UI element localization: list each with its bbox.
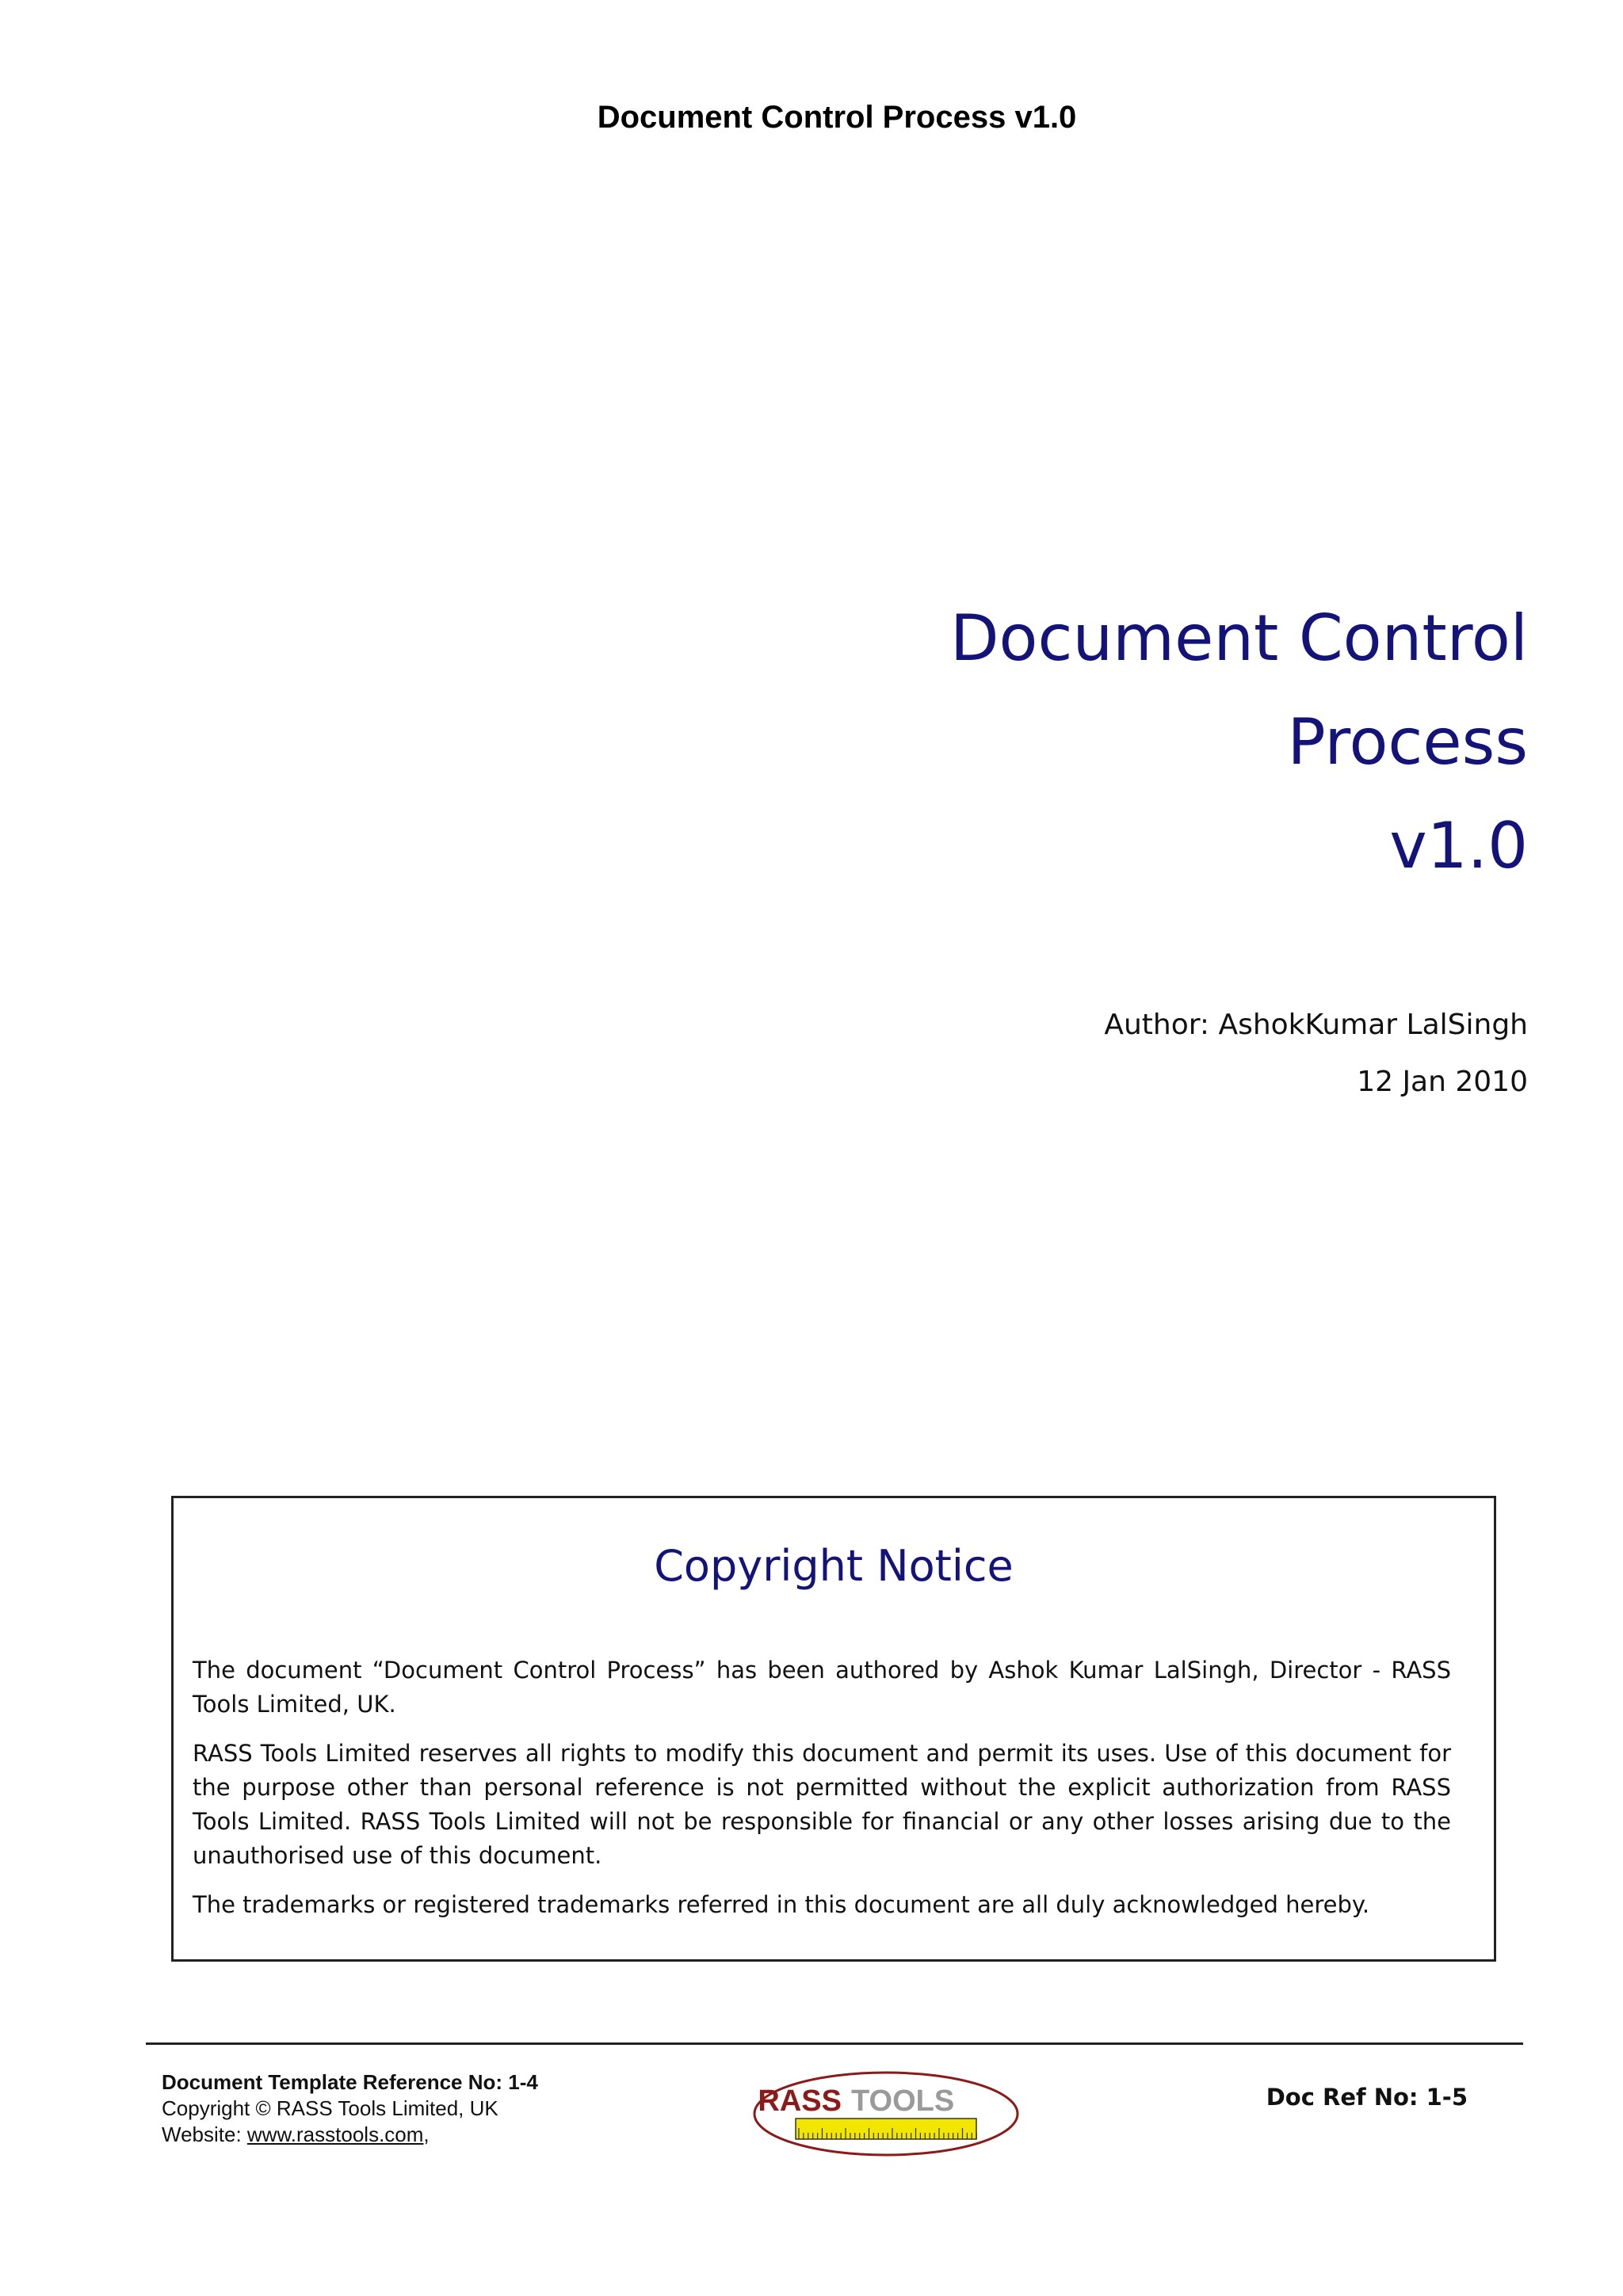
copyright-heading: Copyright Notice [654,1541,1014,1591]
date-line: 12 Jan 2010 [1357,1066,1528,1098]
template-reference: Document Template Reference No: 1-4 [162,2070,538,2094]
running-header-title: Document Control Process v1.0 [597,100,1077,135]
document-meta [1104,997,1528,1111]
logo-word-rass: RASS [758,2084,842,2118]
copyright-notice-box [171,1496,1496,1962]
footer-info [162,2069,538,2148]
rass-tools-logo [751,2069,1021,2158]
document-title-line-2: Process [1287,705,1528,779]
footer-divider [146,2042,1523,2045]
author-line: Author: AshokKumar LalSingh [1104,1009,1528,1041]
copyright-paragraph: The trademarks or registered trademarks referred in this document are all duly acknowledged hereby. [193,1891,1370,1918]
document-title [950,586,1528,898]
logo-ruler [796,2119,976,2139]
website-link[interactable]: www.rasstools.com [246,2122,424,2146]
copyright-paragraph: The document “Document Control Process” has been authored by Ashok Kumar LalSingh, Director - RASS Tools Limited, UK. [193,1657,1451,1718]
footer-website [162,2122,538,2148]
logo-word-tools: TOOLS [851,2084,955,2118]
document-title-line-3: v1.0 [1389,809,1528,883]
website-label: Website: [162,2122,247,2146]
copyright-body [193,1653,1451,1937]
website-suffix: , [423,2122,430,2146]
footer-copyright: Copyright © RASS Tools Limited, UK [162,2096,498,2120]
copyright-paragraph: RASS Tools Limited reserves all rights to modify this document and permit its uses. Use of this document for the purpose other than personal reference is not permitted without the explicit authorization from RASS Tools Limited. RASS Tools Limited will not be responsible for financial or any other losses arising due to the unauthorised use of this document. [193,1740,1451,1869]
doc-reference: Doc Ref No: 1-5 [1266,2084,1468,2111]
document-title-line-1: Document Control [949,601,1528,675]
